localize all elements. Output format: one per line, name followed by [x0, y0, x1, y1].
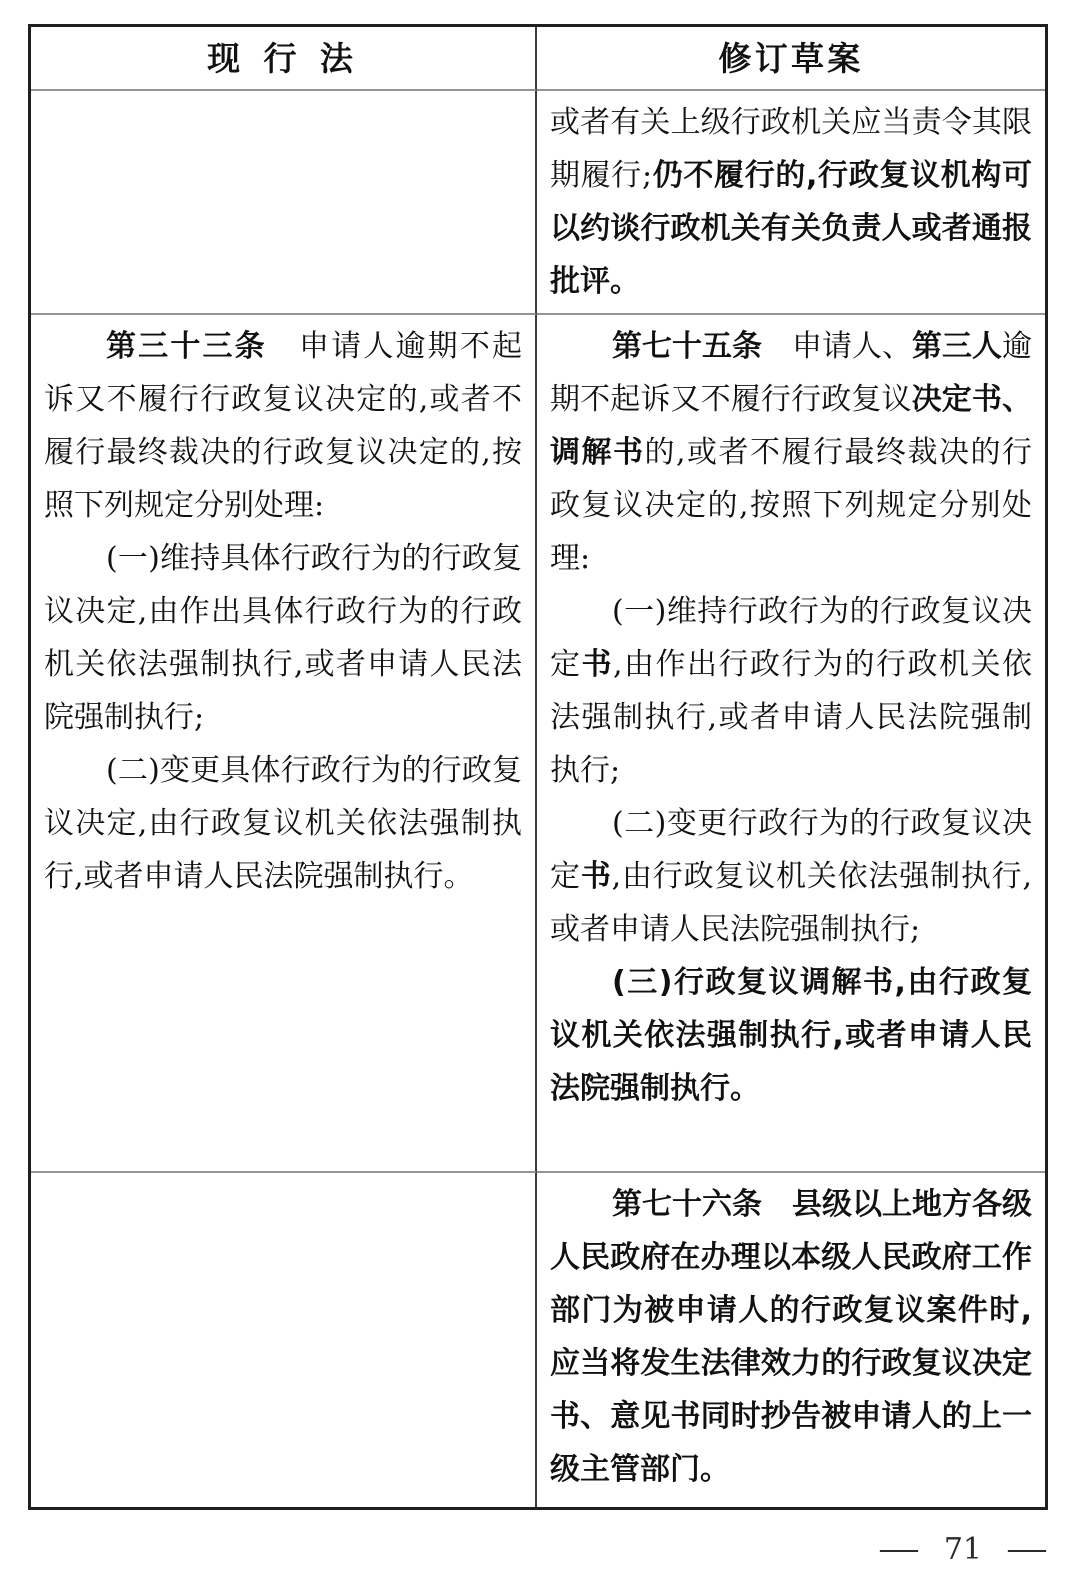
- cell-row3-current-law: [31, 1173, 537, 1507]
- cell-row1-current-law: [31, 91, 537, 315]
- body-text: 申请人逾期不起诉又不履行行政复议决定的,或者不履行最终裁决的行政复议决定的,按照下列规定分别处理:: [44, 329, 523, 523]
- page-number-right-dash: —: [1006, 1532, 1048, 1567]
- emphasis-text: 第七十六条: [612, 1187, 762, 1222]
- emphasis-text: 书: [581, 647, 613, 682]
- paragraph: [550, 585, 1032, 797]
- emphasis-text: 书: [580, 859, 612, 894]
- emphasis-text: 第三十三条: [106, 329, 267, 364]
- paragraph: [550, 956, 1032, 1115]
- body-text: 逾期不起诉又不履行行政复议: [550, 329, 1032, 417]
- body-text: (二)变更行政行为的行政复议决定: [550, 806, 1032, 894]
- body-text: ,由作出行政行为的行政机关依法强制执行,或者申请人民法院强制执行;: [550, 647, 1032, 788]
- page-number-value: 71: [943, 1532, 982, 1567]
- emphasis-text: 第三人: [912, 329, 1002, 364]
- body-text: ,由行政复议机关依法强制执行,或者申请人民法院强制执行;: [550, 859, 1033, 947]
- cell-row2-current-law: [31, 315, 537, 1173]
- emphasis-text: 决定书、调解书: [550, 382, 1033, 470]
- paragraph: [44, 532, 522, 744]
- emphasis-text: 仍不履行的,行政复议机构可以约谈行政机关有关负责人或者通报批评。: [550, 158, 1032, 299]
- cell-row2-revised-draft: [537, 315, 1045, 1173]
- page-number: [877, 1532, 1048, 1567]
- law-comparison-table: [28, 24, 1048, 1510]
- table-header-current-law: 现 行 法: [31, 27, 537, 91]
- table-header-revised-draft: 修订草案: [537, 27, 1045, 91]
- paragraph: [550, 1178, 1032, 1496]
- body-text: 申请人、: [762, 329, 912, 364]
- paragraph: [550, 96, 1032, 308]
- paragraph: [550, 320, 1032, 585]
- paragraph: [44, 744, 522, 903]
- body-text: (一)维持行政行为的行政复议决定: [550, 594, 1032, 682]
- body-text: 或者有关上级行政机关应当责令其限期履行;: [550, 105, 1032, 193]
- page-number-left-dash: —: [877, 1532, 920, 1567]
- emphasis-text: 第七十五条: [612, 329, 762, 364]
- paragraph: [44, 320, 522, 532]
- body-text: (二)变更具体行政行为的行政复议决定,由行政复议机关依法强制执行,或者申请人民法院强制执行。: [44, 753, 522, 894]
- emphasis-text: 县级以上地方各级人民政府在办理以本级人民政府工作部门为被申请人的行政复议案件时,应当将发生法律效力的行政复议决定书、意见书同时抄告被申请人的上一级主管部门。: [550, 1187, 1032, 1487]
- paragraph: [550, 797, 1032, 956]
- body-text: (一)维持具体行政行为的行政复议决定,由作出具体行政行为的行政机关依法强制执行,或者申请人民法院强制执行;: [44, 541, 522, 735]
- cell-row3-revised-draft: [537, 1173, 1045, 1507]
- body-text: 的,或者不履行最终裁决的行政复议决定的,按照下列规定分别处理:: [550, 435, 1032, 576]
- cell-row1-revised-draft: [537, 91, 1045, 315]
- emphasis-text: (三)行政复议调解书,由行政复议机关依法强制执行,或者申请人民法院强制执行。: [550, 965, 1032, 1106]
